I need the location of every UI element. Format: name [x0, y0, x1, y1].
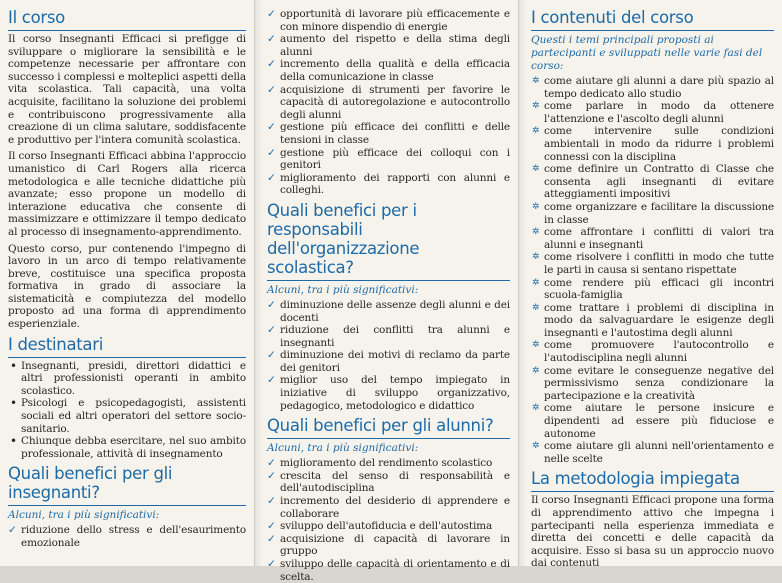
- list-item: ✓ miglioramento dei rapporti con alunni e colleghi.: [267, 171, 510, 197]
- fold-shadow: [255, 0, 263, 566]
- list-item: ✓ aumento del rispetto e della stima degli alunni: [267, 33, 510, 58]
- list-item: ✲ come trattare i problemi di disciplina in modo da salvaguardare le esigenze degli insegnanti e l'autostima degli alunni: [532, 301, 774, 339]
- section-title-alunni: Quali benefici per gli alunni?: [267, 416, 510, 439]
- check-icon: ✓: [8, 524, 17, 537]
- list-item: ✓ diminuzione dei motivi di reclamo da parte dei genitori: [267, 349, 510, 374]
- list-item: ✲ come aiutare gli alunni nell'orientamento e nelle scelte: [532, 440, 774, 465]
- star-icon: ✲: [532, 403, 540, 414]
- list-item: ✓ incremento della qualità e della efficacia della comunicazione in classe: [267, 58, 510, 83]
- check-icon: ✓: [267, 146, 276, 159]
- star-icon: ✲: [532, 252, 540, 263]
- alunni-list: [267, 457, 510, 583]
- section-title-corso: Il corso: [8, 8, 246, 31]
- section-title-insegnanti: Quali benefici per gli insegnanti?: [8, 464, 246, 506]
- list-item: ✓ crescita del senso di responsabilità e dell'autodisciplina: [267, 469, 510, 495]
- list-item: ✓ gestione più efficace dei colloqui con i genitori: [267, 146, 510, 172]
- list-item: ✲ come affrontare i conflitti di valori tra alunni e insegnanti: [532, 226, 774, 251]
- list-item: ✲ come definire un Contratto di Classe che consenta agli insegnanti di evitare atteggiamenti impositivi: [532, 163, 774, 201]
- check-icon: ✓: [267, 171, 276, 184]
- list-item: ✓ acquisizione di capacità di lavorare in gruppo: [267, 532, 510, 558]
- check-icon: ✓: [267, 495, 276, 508]
- list-item: • Insegnanti, presidi, direttori didattici e altri professionisti operanti in ambito scolastico.: [10, 358, 246, 397]
- list-item: ✓ riduzione dei conflitti tra alunni e insegnanti: [267, 324, 510, 349]
- list-item: ✓ acquisizione di strumenti per favorire le capacità di autoregolazione e autocontrollo degli alunni: [267, 83, 510, 121]
- list-item: ✲ come rendere più efficaci gli incontri scuola-famiglia: [532, 276, 774, 302]
- list-item: ✓ miglioramento del rendimento scolastico: [267, 457, 493, 470]
- check-icon: ✓: [267, 58, 276, 71]
- list-item: • Psicologi e psicopedagogisti, assistenti sociali ed altri operatori del settore socio-sanitario.: [10, 396, 246, 435]
- panel-middle: [254, 0, 518, 583]
- metodologia-paragraph: Il corso Insegnanti Efficaci propone una forma di apprendimento attivo che impegna i partecipanti nella esperienza immediata e diretta dei concetti e delle capacità da acquisire. Esso si basa su un approccio nuovo dai contenuti: [531, 494, 774, 570]
- panel-left: [0, 0, 254, 566]
- star-icon: ✲: [532, 302, 540, 313]
- corso-paragraph-2: Il corso Insegnanti Efficaci abbina l'approccio umanistico di Carl Rogers alla ricerca metodologica e alle tecniche didattiche più avanzate; esso propone un modello di interazione educativa che consente di massimizzare e ottimizzare il tempo dedicato al processo di insegnamento-apprendimento.: [8, 150, 246, 238]
- section-title-responsabili: Quali benefici per i responsabili dell'organizzazione scolastica?: [267, 201, 510, 281]
- list-item: ✓ miglior uso del tempo impiegato in iniziative di sviluppo organizzativo, pedagogico, metodologico e didattico: [267, 374, 510, 412]
- star-icon: ✲: [532, 227, 540, 238]
- alunni-lead: Alcuni, tra i più significativi:: [267, 442, 419, 455]
- corso-paragraph-3: Questo corso, pur contenendo l'impegno di lavoro in un arco di tempo relativamente breve, costituisce una specifica proposta formativa in grado di associare la sistematicità e compiutezza del modello proposto ad una forma di apprendimento esperienziale.: [8, 242, 246, 331]
- contenuti-lead: Questi i temi principali proposti ai partecipanti e sviluppati nelle varie fasi del corso:: [531, 34, 763, 72]
- star-icon: ✲: [532, 365, 540, 376]
- list-item: ✓ riduzione dello stress e dell'esaurimento emozionale: [8, 524, 246, 549]
- star-icon: ✲: [532, 441, 540, 452]
- fold-shadow: [519, 0, 527, 566]
- check-icon: ✓: [267, 520, 276, 533]
- list-item: • Chiunque debba esercitare, nel suo ambito professionale, attività di insegnamento: [10, 434, 246, 460]
- list-item: ✓ sviluppo delle capacità di orientamento e di scelta.: [267, 558, 510, 583]
- check-icon: ✓: [267, 457, 276, 470]
- check-icon: ✓: [267, 8, 276, 20]
- star-icon: ✲: [532, 201, 540, 212]
- list-item: ✲ come evitare le conseguenze negative del permissivismo senza condizionare la partecipazione e la creatività: [532, 364, 774, 402]
- responsabili-lead: Alcuni, tra i più significativi:: [267, 283, 419, 296]
- check-icon: ✓: [267, 558, 276, 570]
- check-icon: ✓: [267, 324, 276, 337]
- list-item: ✲ come risolvere i conflitti in modo che tutte le parti in causa si sentano rispettate: [532, 251, 774, 276]
- star-icon: ✲: [532, 277, 540, 288]
- check-icon: ✓: [267, 121, 276, 134]
- list-item: ✓ opportunità di lavorare più efficacemente e con minore dispendio di energie: [267, 8, 510, 33]
- insegnanti-list-continued: [267, 8, 510, 197]
- list-item: ✓ diminuzione delle assenze degli alunni e dei docenti: [267, 298, 510, 324]
- section-title-metodologia: La metodologia impiegata: [531, 469, 774, 492]
- check-icon: ✓: [267, 469, 276, 482]
- responsabili-list: [267, 299, 510, 412]
- check-icon: ✓: [267, 374, 276, 387]
- list-item: ✲ come promuovere l'autocontrollo e l'autodisciplina negli alunni: [532, 339, 774, 365]
- list-item: ✲ come organizzare e facilitare la discussione in classe: [532, 200, 774, 226]
- corso-paragraph-1: Il corso Insegnanti Efficaci si prefigge di sviluppare o migliorare la sensibilità e le competenze necessarie per affrontare con successo i complessi e molteplici aspetti della vita scolastica. Tali capacità, una volta acquisite, facilitano la soluzione dei problemi e contribuiscono progressivamente alla creazione di un clima salutare, soddisfacente e produttivo per l'intera comunità scolastica.: [8, 33, 246, 146]
- list-item: ✲ come aiutare le persone insicure e dipendenti ad essere più fiduciose e autonome: [532, 402, 774, 440]
- check-icon: ✓: [267, 532, 276, 545]
- insegnanti-list: [8, 524, 246, 549]
- section-title-contenuti: I contenuti del corso: [531, 8, 774, 31]
- star-icon: ✲: [532, 101, 540, 112]
- list-item: ✓ incremento del desiderio di apprendere e collaborare: [267, 495, 510, 520]
- insegnanti-lead: Alcuni, tra i più significativi:: [8, 509, 160, 522]
- list-item: ✲ come aiutare gli alunni a dare più spazio al tempo dedicato allo studio: [532, 75, 774, 100]
- contenuti-list: [531, 75, 774, 465]
- star-icon: ✲: [532, 126, 540, 137]
- bullet-icon: •: [10, 434, 17, 449]
- list-item: ✓ gestione più efficace dei conflitti e delle tensioni in classe: [267, 121, 510, 146]
- destinatari-list: [8, 360, 246, 461]
- check-icon: ✓: [267, 298, 276, 311]
- check-icon: ✓: [267, 33, 276, 46]
- bullet-icon: •: [10, 396, 17, 411]
- star-icon: ✲: [532, 76, 540, 86]
- panel-right: [518, 0, 782, 570]
- check-icon: ✓: [267, 83, 276, 96]
- star-icon: ✲: [532, 340, 540, 351]
- check-icon: ✓: [267, 349, 276, 362]
- section-title-destinatari: I destinatari: [8, 335, 246, 358]
- list-item: ✲ come parlare in modo da ottenere l'attenzione e l'ascolto degli alunni: [532, 100, 774, 125]
- bullet-icon: •: [10, 358, 17, 373]
- list-item: ✲ come intervenire sulle condizioni ambientali in modo da ridurre i problemi connessi con la disciplina: [532, 125, 774, 163]
- star-icon: ✲: [532, 164, 540, 175]
- list-item: ✓ sviluppo dell'autofiducia e dell'autostima: [267, 520, 493, 533]
